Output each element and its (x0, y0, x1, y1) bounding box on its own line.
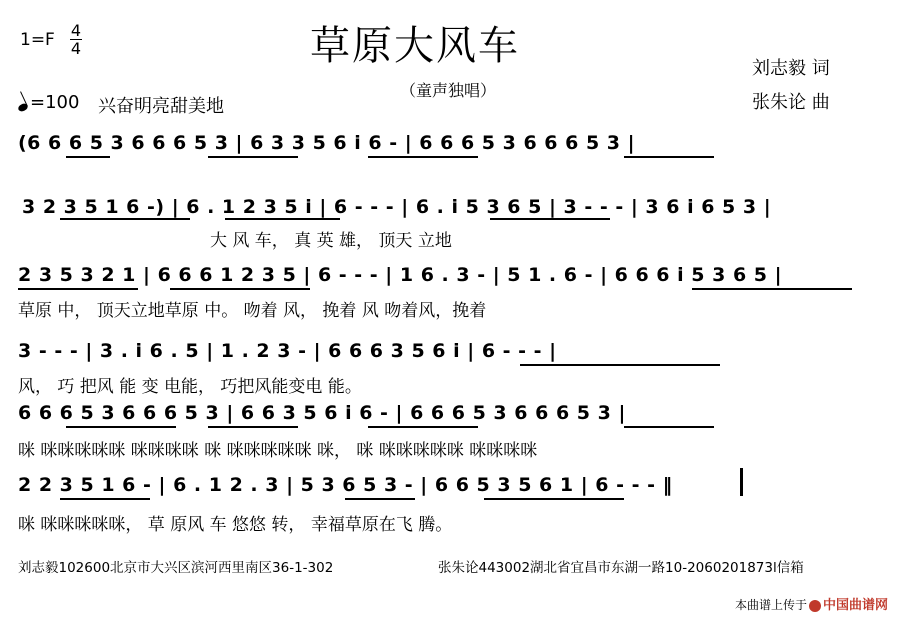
upload-text: 本曲谱上传于 (734, 598, 807, 612)
music-row-4: 3 - - - | 3 . i 6 . 5 | 1 . 2 3 - | 6 6 6 3 5 6 i | 6 - - - | (18, 340, 557, 362)
tempo-marking (18, 92, 79, 113)
quarter-note-icon (17, 102, 29, 113)
music-row-2: 3 2 3 5 1 6 -) | 6 . 1 2 3 5 i | 6 - - - | 6 . i 5 3 6 5 | 3 - - - | 3 6 i 6 5 3 | (22, 196, 772, 218)
time-numerator: 4 (70, 21, 82, 40)
music-row-5: 6 6 6 5 3 6 6 6 5 3 | 6 6 3 5 6 i 6 - | 6 6 6 5 3 6 6 6 5 3 | (18, 402, 626, 424)
lyric-row-4: 风， 巧 把风 能 变 电能， 巧把风能变电 能。 (18, 377, 362, 397)
music-row-3: 2 3 5 3 2 1 | 6 6 6 1 2 3 5 | 6 - - - | 1 6 . 3 - | 5 1 . 6 - | 6 6 6 i 5 3 6 5 | (18, 264, 783, 286)
lyricist-credit: 刘志毅 词 (752, 58, 830, 79)
composer-credit: 张朱论 曲 (752, 92, 830, 113)
lyric-row-6: 咪 咪咪咪咪咪， 草 原风 车 悠悠 转， 幸福草原在飞 腾。 (18, 515, 453, 535)
key-signature: 1=F (20, 30, 55, 50)
upload-credit (735, 594, 888, 613)
song-title: 草原大风车 (310, 23, 520, 69)
lyric-row-2: 大 风 车， 真 英 雄， 顶天 立地 (210, 231, 452, 251)
music-row-1: (6 6 6 5 3 6 6 6 5 3 | 6 3 3 5 6 i 6 - | 6 6 6 5 3 6 6 6 5 3 | (18, 132, 636, 154)
site-logo-icon (809, 600, 821, 612)
expression-marking: 兴奋明亮甜美地 (98, 96, 224, 117)
time-denominator: 4 (70, 39, 82, 58)
lyric-row-3: 草原 中， 顶天立地草原 中。 吻着 风， 挽着 风 吻着风，挽着 (18, 301, 487, 321)
tempo-value: =100 (30, 92, 80, 113)
site-brand: 中国曲谱网 (822, 598, 888, 613)
composer-address: 张朱论443002湖北省宜昌市东湖一路10-2060201873l信箱 (438, 560, 804, 576)
music-row-6: 2 2 3 5 1 6 - | 6 . 1 2 . 3 | 5 3 6 5 3 - | 6 6 5 3 5 6 1 | 6 - - - ‖ (18, 474, 673, 496)
lyricist-address: 刘志毅102600北京市大兴区滨河西里南区36-1-302 (18, 560, 334, 576)
time-signature (70, 22, 82, 57)
lyric-row-5: 咪 咪咪咪咪咪 咪咪咪咪 咪 咪咪咪咪咪 咪， 咪 咪咪咪咪咪 咪咪咪咪 (18, 441, 538, 461)
song-subtitle: （童声独唱） (400, 81, 497, 100)
